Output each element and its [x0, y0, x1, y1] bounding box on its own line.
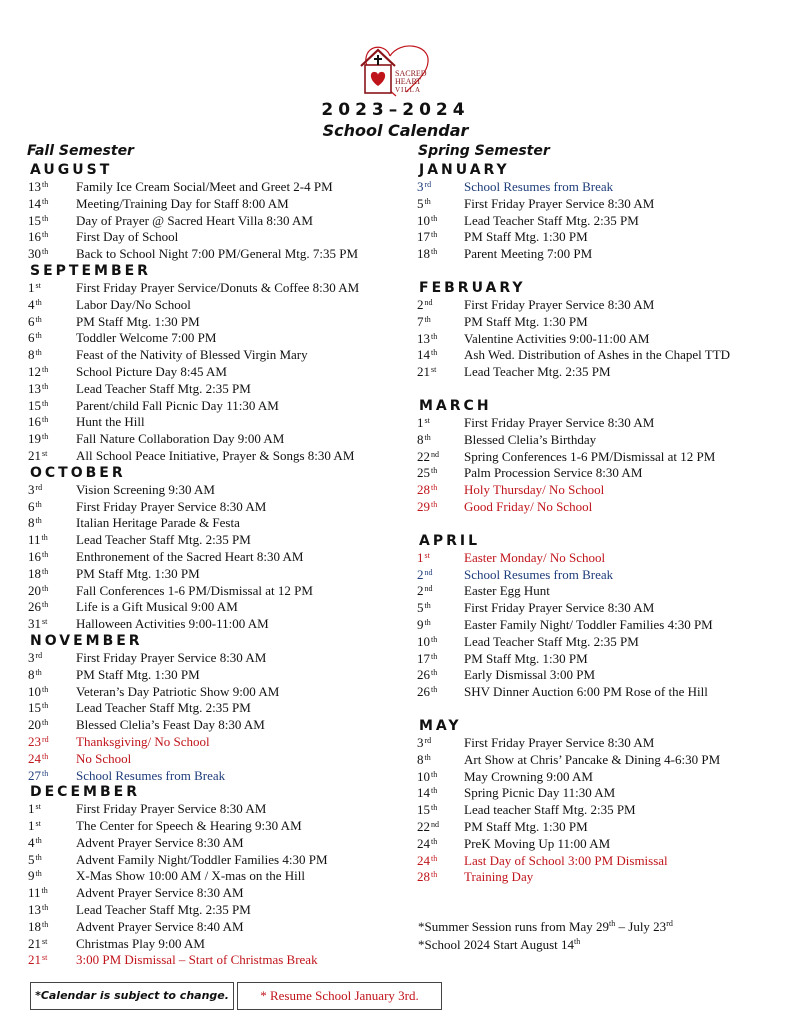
- month-spacer: [417, 381, 791, 398]
- calendar-event: [417, 246, 791, 263]
- event-date: 10th: [417, 212, 438, 228]
- calendar-event: [28, 246, 408, 263]
- calendar-event: [417, 769, 791, 786]
- event-date: 3rd: [417, 734, 432, 750]
- calendar-event: [28, 650, 408, 667]
- event-description: PM Staff Mtg. 1:30 PM: [76, 666, 200, 682]
- event-description: Lead Teacher Staff Mtg. 2:35 PM: [464, 212, 639, 228]
- calendar-event: [28, 398, 408, 415]
- event-date: 22nd: [417, 448, 439, 464]
- event-date: 10th: [417, 768, 438, 784]
- calendar-event: [28, 515, 408, 532]
- event-date: 3rd: [28, 481, 43, 497]
- event-date: 1st: [28, 818, 41, 834]
- event-description: First Friday Prayer Service/Donuts & Coffee 8:30 AM: [76, 279, 360, 295]
- event-description: School Picture Day 8:45 AM: [76, 363, 227, 379]
- event-date: 18th: [28, 918, 49, 934]
- event-description: Training Day: [464, 869, 534, 885]
- event-date: 14th: [417, 347, 438, 363]
- event-description: Thanksgiving/ No School: [76, 733, 210, 749]
- summer-session-note: *Summer Session runs from May 29th – July 23rd: [418, 919, 673, 934]
- event-date: 28th: [417, 869, 438, 885]
- event-date: 15th: [28, 700, 49, 716]
- event-description: Fall Conferences 1-6 PM/Dismissal at 12 PM: [76, 582, 313, 598]
- event-date: 20th: [28, 582, 49, 598]
- calendar-event: [28, 532, 408, 549]
- month-heading: APRIL: [419, 532, 481, 549]
- event-description: School Resumes from Break: [76, 767, 226, 783]
- event-date: 1st: [417, 549, 430, 565]
- calendar-event: [417, 415, 791, 432]
- event-description: School Resumes from Break: [464, 179, 614, 194]
- event-description: Fall Nature Collaboration Day 9:00 AM: [76, 431, 285, 447]
- calendar-change-note: *Calendar is subject to change.: [30, 982, 234, 1010]
- logo-text-villa: VILLA: [395, 86, 421, 94]
- event-description: Advent Prayer Service 8:30 AM: [76, 834, 244, 850]
- event-description: Advent Prayer Service 8:40 AM: [76, 918, 244, 934]
- event-date: 9th: [417, 616, 431, 632]
- event-date: 31st: [28, 616, 48, 632]
- event-date: 15th: [28, 397, 49, 413]
- event-description: Veteran’s Day Patriotic Show 9:00 AM: [76, 683, 280, 699]
- event-description: All School Peace Initiative, Prayer & Songs 8:30 AM: [76, 447, 355, 463]
- event-description: Early Dismissal 3:00 PM: [464, 667, 596, 683]
- calendar-event: [28, 448, 408, 465]
- calendar-event: [417, 600, 791, 617]
- event-description: Lead Teacher Staff Mtg. 2:35 PM: [76, 700, 251, 716]
- event-description: Easter Egg Hunt: [464, 583, 550, 599]
- event-description: Ash Wed. Distribution of Ashes in the Chapel TTD: [464, 347, 731, 363]
- event-date: 24th: [28, 750, 49, 766]
- event-date: 1st: [417, 414, 430, 430]
- calendar-event: [28, 768, 408, 785]
- calendar-event: [417, 802, 791, 819]
- calendar-event: [28, 482, 408, 499]
- event-description: School Resumes from Break: [464, 566, 614, 582]
- event-description: Lead teacher Staff Mtg. 2:35 PM: [464, 802, 636, 818]
- event-date: 13th: [28, 380, 49, 396]
- event-date: 1st: [28, 279, 41, 295]
- calendar-event: [28, 314, 408, 331]
- event-description: Valentine Activities 9:00-11:00 AM: [464, 330, 650, 346]
- event-description: Easter Monday/ No School: [464, 549, 606, 565]
- event-date: 14th: [28, 195, 49, 211]
- calendar-event: [417, 297, 791, 314]
- calendar-event: [28, 684, 408, 701]
- resume-school-note: * Resume School January 3rd.: [237, 982, 442, 1010]
- event-date: 10th: [28, 683, 49, 699]
- calendar-event: [28, 179, 408, 196]
- event-date: 23rd: [28, 733, 49, 749]
- event-description: PM Staff Mtg. 1:30 PM: [464, 229, 588, 245]
- calendar-event: [28, 902, 408, 919]
- calendar-event: [28, 885, 408, 902]
- month-heading: DECEMBER: [30, 784, 140, 801]
- calendar-event: [417, 819, 791, 836]
- event-description: Enthronement of the Sacred Heart 8:30 AM: [76, 548, 304, 564]
- event-date: 21st: [28, 447, 48, 463]
- event-date: 16th: [28, 548, 49, 564]
- spring-semester-heading: Spring Semester: [418, 143, 550, 159]
- logo-text-sacred: SACRED: [395, 69, 427, 78]
- calendar-event: [28, 414, 408, 431]
- event-description: Hunt the Hill: [76, 414, 145, 430]
- event-description: Palm Procession Service 8:30 AM: [464, 465, 643, 481]
- event-description: First Friday Prayer Service 8:30 AM: [464, 195, 655, 211]
- event-date: 26th: [417, 667, 438, 683]
- event-date: 21st: [28, 952, 48, 968]
- school-start-note: *School 2024 Start August 14th: [418, 937, 581, 952]
- event-date: 11th: [28, 885, 48, 901]
- calendar-event: [28, 364, 408, 381]
- calendar-event: [417, 836, 791, 853]
- calendar-event: [28, 801, 408, 818]
- calendar-event: [417, 567, 791, 584]
- event-date: 26th: [28, 599, 49, 615]
- event-description: Good Friday/ No School: [464, 498, 593, 514]
- calendar-event: [417, 364, 791, 381]
- event-description: PM Staff Mtg. 1:30 PM: [464, 313, 588, 329]
- calendar-event: [417, 347, 791, 364]
- calendar-event: [28, 599, 408, 616]
- event-description: PreK Moving Up 11:00 AM: [464, 835, 611, 851]
- event-description: PM Staff Mtg. 1:30 PM: [76, 565, 200, 581]
- event-date: 24th: [417, 835, 438, 851]
- event-date: 8th: [417, 431, 431, 447]
- event-description: May Crowning 9:00 AM: [464, 768, 593, 784]
- spring-semester-column: [417, 162, 791, 886]
- event-description: First Friday Prayer Service 8:30 AM: [464, 734, 655, 750]
- calendar-event: [417, 785, 791, 802]
- event-date: 6th: [28, 498, 42, 514]
- fall-semester-heading: Fall Semester: [27, 143, 134, 159]
- calendar-event: [28, 583, 408, 600]
- calendar-event: [417, 229, 791, 246]
- calendar-event: [28, 734, 408, 751]
- event-date: 16th: [28, 229, 49, 245]
- calendar-event: [28, 616, 408, 633]
- month-heading: JANUARY: [419, 162, 510, 178]
- month-heading: NOVEMBER: [30, 632, 143, 649]
- calendar-event: [417, 465, 791, 482]
- month-heading: MAY: [419, 717, 462, 734]
- event-description: Advent Family Night/Toddler Families 4:30 PM: [76, 851, 328, 867]
- calendar-event: [417, 617, 791, 634]
- calendar-event: [28, 347, 408, 364]
- event-description: Lead Teacher Staff Mtg. 2:35 PM: [76, 380, 251, 396]
- event-description: PM Staff Mtg. 1:30 PM: [464, 818, 588, 834]
- event-description: First Friday Prayer Service 8:30 AM: [76, 801, 267, 817]
- notes: [418, 918, 673, 954]
- calendar-event: [417, 853, 791, 870]
- calendar-event: [28, 499, 408, 516]
- event-date: 25th: [417, 465, 438, 481]
- fall-semester-column: [28, 162, 408, 969]
- month-heading: MARCH: [419, 397, 492, 414]
- event-date: 28th: [417, 482, 438, 498]
- event-description: Spring Picnic Day 11:30 AM: [464, 785, 616, 801]
- event-description: The Center for Speech & Hearing 9:30 AM: [76, 818, 302, 834]
- calendar-event: [28, 431, 408, 448]
- calendar-event: [28, 751, 408, 768]
- event-date: 1st: [28, 801, 41, 817]
- page-title: School Calendar: [322, 121, 469, 140]
- event-date: 4th: [28, 834, 42, 850]
- event-date: 21st: [417, 364, 437, 380]
- calendar-event: [417, 432, 791, 449]
- event-description: Blessed Clelia’s Birthday: [464, 431, 597, 447]
- calendar-event: [28, 852, 408, 869]
- month-heading: OCTOBER: [30, 464, 126, 481]
- event-description: PM Staff Mtg. 1:30 PM: [464, 650, 588, 666]
- calendar-event: [417, 314, 791, 331]
- calendar-event: [417, 752, 791, 769]
- event-description: First Day of School: [76, 229, 179, 245]
- event-description: Family Ice Cream Social/Meet and Greet 2-4 PM: [76, 179, 333, 194]
- event-description: X-Mas Show 10:00 AM / X-mas on the Hill: [76, 868, 305, 884]
- event-date: 3rd: [28, 649, 43, 665]
- event-description: Italian Heritage Parade & Festa: [76, 515, 240, 531]
- event-date: 9th: [28, 868, 42, 884]
- event-description: Lead Teacher Staff Mtg. 2:35 PM: [464, 633, 639, 649]
- event-date: 2nd: [417, 583, 433, 599]
- event-description: Halloween Activities 9:00-11:00 AM: [76, 616, 269, 632]
- event-date: 11th: [28, 532, 48, 548]
- calendar-event: [417, 735, 791, 752]
- event-date: 29th: [417, 498, 438, 514]
- calendar-event: [417, 667, 791, 684]
- event-date: 5th: [417, 195, 431, 211]
- event-description: Lead Teacher Mtg. 2:35 PM: [464, 364, 611, 380]
- event-date: 30th: [28, 246, 49, 262]
- calendar-event: [28, 229, 408, 246]
- calendar-event: [28, 280, 408, 297]
- event-date: 2nd: [417, 296, 433, 312]
- month-spacer: [417, 701, 791, 718]
- event-date: 12th: [28, 363, 49, 379]
- calendar-event: [28, 667, 408, 684]
- calendar-event: [28, 936, 408, 953]
- calendar-event: [417, 869, 791, 886]
- calendar-event: [417, 331, 791, 348]
- calendar-event: [28, 835, 408, 852]
- month-heading: FEBRUARY: [419, 279, 526, 296]
- event-date: 5th: [417, 600, 431, 616]
- event-date: 7th: [417, 313, 431, 329]
- event-description: Blessed Clelia’s Feast Day 8:30 AM: [76, 717, 265, 733]
- logo-text-heart: HEART: [395, 77, 422, 86]
- calendar-event: [28, 952, 408, 969]
- event-date: 16th: [28, 414, 49, 430]
- calendar-event: [28, 566, 408, 583]
- calendar-event: [28, 213, 408, 230]
- event-date: 5th: [28, 851, 42, 867]
- calendar-event: [417, 196, 791, 213]
- event-description: Life is a Gift Musical 9:00 AM: [76, 599, 238, 615]
- event-description: First Friday Prayer Service 8:30 AM: [76, 498, 267, 514]
- event-description: Day of Prayer @ Sacred Heart Villa 8:30 AM: [76, 212, 313, 228]
- calendar-event: [28, 330, 408, 347]
- calendar-event: [28, 549, 408, 566]
- event-description: Parent Meeting 7:00 PM: [464, 246, 593, 262]
- calendar-event: [417, 449, 791, 466]
- event-description: Art Show at Chris’ Pancake & Dining 4-6:30 PM: [464, 751, 721, 767]
- event-description: Easter Family Night/ Toddler Families 4:30 PM: [464, 616, 713, 632]
- event-date: 8th: [28, 515, 42, 531]
- event-date: 13th: [28, 902, 49, 918]
- event-date: 18th: [28, 565, 49, 581]
- event-description: PM Staff Mtg. 1:30 PM: [76, 313, 200, 329]
- event-description: Holy Thursday/ No School: [464, 482, 605, 498]
- event-date: 17th: [417, 650, 438, 666]
- event-description: 3:00 PM Dismissal – Start of Christmas Break: [76, 952, 318, 968]
- event-description: Last Day of School 3:00 PM Dismissal: [464, 852, 668, 868]
- event-description: Toddler Welcome 7:00 PM: [76, 330, 217, 346]
- calendar-event: [417, 583, 791, 600]
- event-description: First Friday Prayer Service 8:30 AM: [76, 649, 267, 665]
- event-date: 8th: [28, 666, 42, 682]
- event-description: Back to School Night 7:00 PM/General Mtg. 7:35 PM: [76, 246, 359, 262]
- event-date: 19th: [28, 431, 49, 447]
- calendar-event: [28, 297, 408, 314]
- calendar-event: [417, 651, 791, 668]
- event-date: 15th: [28, 212, 49, 228]
- event-date: 6th: [28, 330, 42, 346]
- event-date: 20th: [28, 717, 49, 733]
- event-description: SHV Dinner Auction 6:00 PM Rose of the Hill: [464, 684, 708, 700]
- school-year: 2023–2024: [321, 100, 470, 120]
- event-description: Lead Teacher Staff Mtg. 2:35 PM: [76, 532, 251, 548]
- calendar-event: [28, 700, 408, 717]
- event-date: 4th: [28, 296, 42, 312]
- event-date: 13th: [417, 330, 438, 346]
- event-date: 8th: [28, 347, 42, 363]
- event-date: 15th: [417, 802, 438, 818]
- event-description: No School: [76, 750, 132, 766]
- calendar-event: [417, 213, 791, 230]
- event-description: Parent/child Fall Picnic Day 11:30 AM: [76, 397, 279, 413]
- event-description: Vision Screening 9:30 AM: [76, 481, 215, 497]
- calendar-event: [417, 634, 791, 651]
- calendar-event: [28, 818, 408, 835]
- event-date: 26th: [417, 684, 438, 700]
- event-date: 8th: [417, 751, 431, 767]
- calendar-event: [417, 482, 791, 499]
- event-description: Spring Conferences 1-6 PM/Dismissal at 12 PM: [464, 448, 716, 464]
- calendar-event: [417, 499, 791, 516]
- event-date: 6th: [28, 313, 42, 329]
- event-description: First Friday Prayer Service 8:30 AM: [464, 414, 655, 430]
- month-heading: SEPTEMBER: [30, 262, 151, 279]
- month-spacer: [417, 516, 791, 533]
- calendar-event: [417, 550, 791, 567]
- calendar-event: [417, 684, 791, 701]
- event-date: 14th: [417, 785, 438, 801]
- event-description: Meeting/Training Day for Staff 8:00 AM: [76, 195, 289, 211]
- event-description: First Friday Prayer Service 8:30 AM: [464, 600, 655, 616]
- event-date: 27th: [28, 767, 49, 783]
- event-date: 22nd: [417, 818, 439, 834]
- sacred-heart-villa-logo: [356, 42, 436, 100]
- event-description: Feast of the Nativity of Blessed Virgin Mary: [76, 347, 308, 363]
- month-spacer: [417, 263, 791, 280]
- event-description: First Friday Prayer Service 8:30 AM: [464, 296, 655, 312]
- event-date: 21st: [28, 935, 48, 951]
- event-description: Advent Prayer Service 8:30 AM: [76, 885, 244, 901]
- event-date: 17th: [417, 229, 438, 245]
- calendar-event: [28, 717, 408, 734]
- event-date: 13th: [28, 179, 49, 194]
- event-date: 3rd: [417, 179, 432, 194]
- event-description: Christmas Play 9:00 AM: [76, 935, 205, 951]
- event-date: 10th: [417, 633, 438, 649]
- calendar-event: [28, 868, 408, 885]
- calendar-event: [28, 196, 408, 213]
- event-date: 2nd: [417, 566, 433, 582]
- event-date: 18th: [417, 246, 438, 262]
- event-description: Lead Teacher Staff Mtg. 2:35 PM: [76, 902, 251, 918]
- month-heading: AUGUST: [30, 162, 113, 178]
- event-description: Labor Day/No School: [76, 296, 191, 312]
- calendar-event: [28, 381, 408, 398]
- calendar-event: [417, 179, 791, 196]
- event-date: 24th: [417, 852, 438, 868]
- calendar-event: [28, 919, 408, 936]
